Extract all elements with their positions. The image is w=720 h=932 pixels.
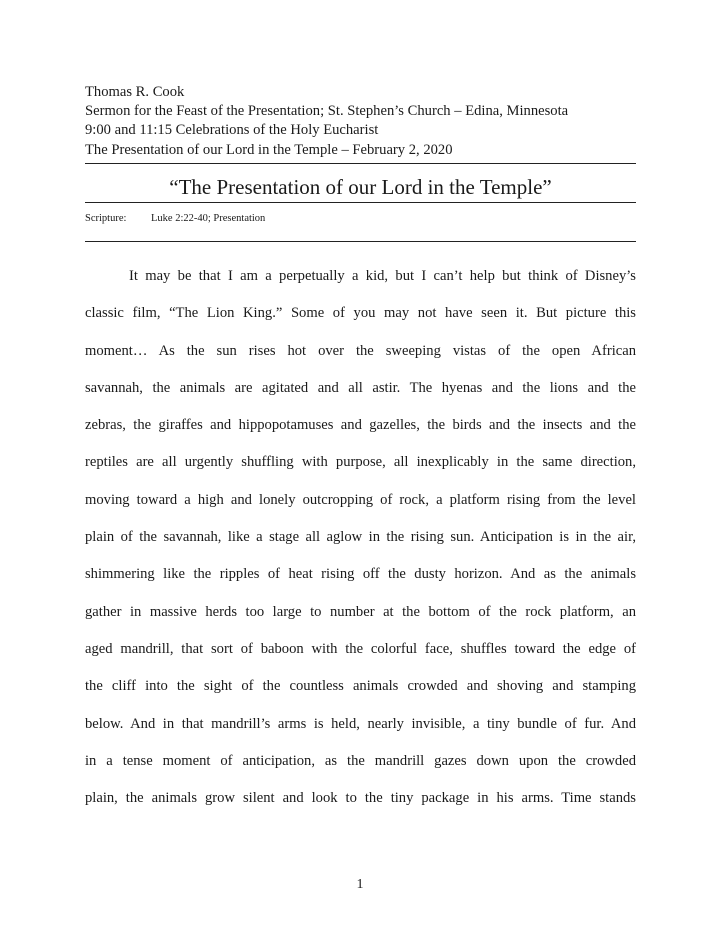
title-rule <box>85 202 636 203</box>
body-line: moment… As the sun rises hot over the sweeping vistas of the open African <box>85 342 636 359</box>
body-line: plain, the animals grow silent and look to the tiny package in his arms. Time stands <box>85 790 636 807</box>
author-line: Thomas R. Cook <box>85 84 185 100</box>
sermon-body <box>85 266 636 825</box>
services-line: 9:00 and 11:15 Celebrations of the Holy Eucharist <box>85 122 379 139</box>
page-number: 1 <box>356 877 364 892</box>
body-line: reptiles are all urgently shuffling with purpose, all inexplicably in the same direction, <box>85 454 636 471</box>
header-rule <box>85 163 636 164</box>
body-line: savannah, the animals are agitated and all astir. The hyenas and the lions and the <box>85 379 636 396</box>
body-line: the cliff into the sight of the countless animals crowded and shoving and stamping <box>85 678 636 695</box>
occasion-line: Sermon for the Feast of the Presentation; St. Stephen’s Church – Edina, Minnesota <box>85 103 569 120</box>
scripture-reference <box>85 212 265 226</box>
body-line: aged mandrill, that sort of baboon with the colorful face, shuffles toward the edge of <box>85 640 636 657</box>
scripture-value: Luke 2:22-40; Presentation <box>151 213 266 224</box>
body-line: It may be that I am a perpetually a kid, but I can’t help but think of Disney’s <box>129 268 636 284</box>
body-line: gather in massive herds too large to number at the bottom of the rock platform, an <box>85 603 636 620</box>
body-line: in a tense moment of anticipation, as the mandrill gazes down upon the crowded <box>85 752 636 769</box>
sermon-title: “The Presentation of our Lord in the Temple” <box>169 175 552 199</box>
body-line: zebras, the giraffes and hippopotamuses and gazelles, the birds and the insects and the <box>85 417 636 434</box>
sermon-header <box>85 83 637 160</box>
feast-date-line: The Presentation of our Lord in the Temple – February 2, 2020 <box>85 141 453 158</box>
body-line: below. And in that mandrill’s arms is held, nearly invisible, a tiny bundle of fur. And <box>85 715 636 732</box>
body-line: moving toward a high and lonely outcropping of rock, a platform rising from the level <box>85 491 636 508</box>
body-line: shimmering like the ripples of heat rising off the dusty horizon. And as the animals <box>85 566 636 583</box>
body-line: plain of the savannah, like a stage all aglow in the rising sun. Anticipation is in the air, <box>85 529 636 546</box>
body-line: classic film, “The Lion King.” Some of you may not have seen it. But picture this <box>85 305 636 322</box>
scripture-rule <box>85 241 636 242</box>
scripture-label: Scripture: <box>85 213 127 224</box>
